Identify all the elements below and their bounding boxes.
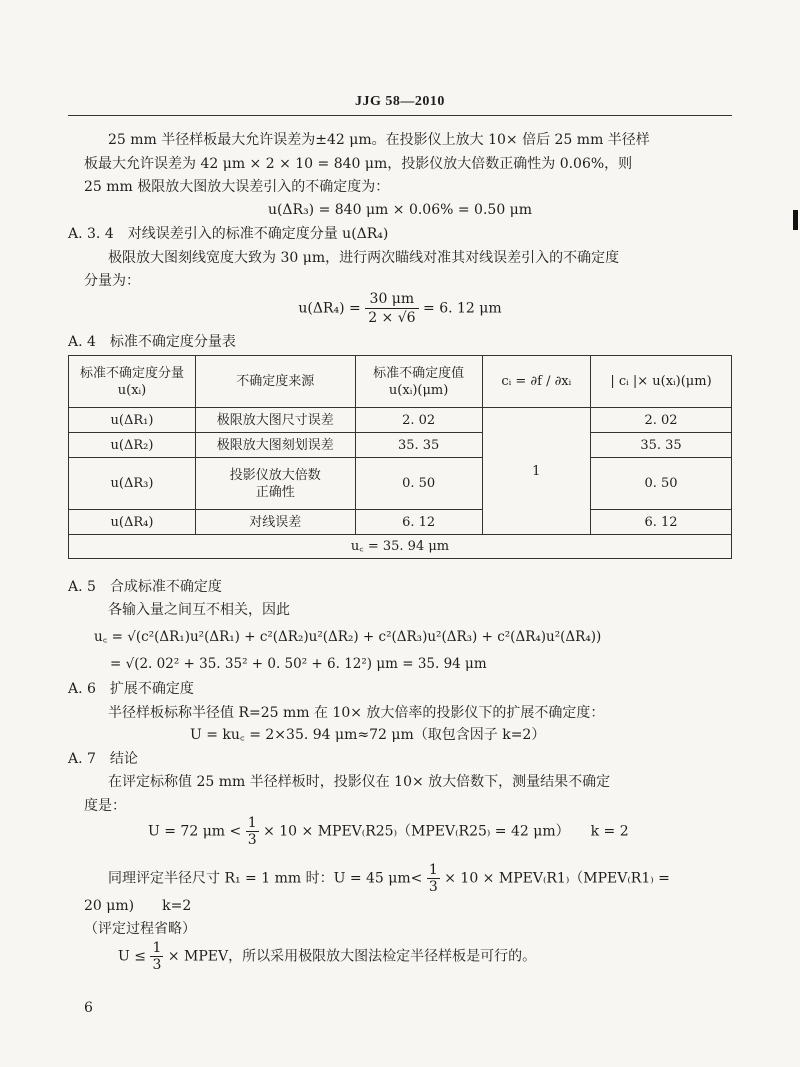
section-heading-a4: A. 4 标准不确定度分量表 — [68, 334, 236, 350]
fraction-denominator: 3 — [428, 879, 438, 895]
table-row — [69, 408, 732, 433]
paragraph-line: 度是： — [84, 798, 126, 814]
table-cell: 35. 35 — [590, 433, 731, 458]
table-cell: u(ΔR₂) — [69, 433, 196, 458]
table-cell: 6. 12 — [590, 510, 731, 535]
fraction-numerator: 1 — [428, 862, 438, 878]
section-heading-a34: A. 3. 4 对线误差引入的标准不确定度分量 u(ΔR₄) — [68, 226, 389, 242]
paragraph-line: 分量为： — [84, 273, 140, 289]
equation-lhs: U = 72 μm < — [148, 823, 242, 840]
header-text: 标准不确定度分量 — [79, 365, 184, 381]
paragraph-line: 25 mm 半径样板最大允许误差为±42 μm。在投影仪上放大 10× 倍后 25 mm 半径样 — [108, 132, 650, 148]
table-header-row — [69, 356, 732, 408]
table-cell: 0. 50 — [355, 458, 482, 510]
header-cell: 不确定度来源 — [196, 356, 356, 408]
fraction-denominator: 3 — [152, 957, 162, 973]
table-footer-row — [69, 535, 732, 559]
equation-rhs: × 10 × MPEV₍R25₎（MPEV₍R25₎ = 42 μm） k = 2 — [263, 823, 629, 840]
table-cell: 极限放大图刻划误差 — [196, 433, 356, 458]
table-cell — [196, 458, 356, 510]
fraction-numerator: 1 — [152, 940, 162, 956]
header-cell: | cᵢ |× u(xᵢ)(μm) — [590, 356, 731, 408]
paragraph-line: 各输入量之间互不相关，因此 — [108, 602, 290, 618]
table-row — [69, 510, 732, 535]
table-cell: u(ΔR₃) — [69, 458, 196, 510]
section-heading-a7: A. 7 结论 — [68, 751, 138, 767]
paragraph-line: 极限放大图刻线宽度大致为 30 μm，进行两次瞄线对准其对线误差引入的不确定度 — [108, 250, 620, 266]
standard-code-header: JJG 58—2010 — [355, 94, 445, 109]
text-segment: × 10 × MPEV₍R1₎（MPEV₍R1₎ = — [444, 870, 670, 887]
equation-uc-line2: = √(2. 02² + 35. 35² + 0. 50² + 6. 12²) μm = 35. 94 μm — [110, 656, 487, 672]
paragraph-line: 在评定标称值 25 mm 半径样板时，投影仪在 10× 放大倍数下，测量结果不确定 — [108, 774, 611, 790]
paragraph-line: 板最大允许误差为 42 μm × 2 × 10 = 840 μm，投影仪放大倍数正确性为 0.06%，则 — [84, 156, 633, 172]
table-cell: u(ΔR₄) — [69, 510, 196, 535]
table-cell: 35. 35 — [355, 433, 482, 458]
equation-u-dr4 — [0, 290, 800, 327]
table-row — [69, 458, 732, 510]
equation-uc-line1: u꜀ = √(c²(ΔR₁)u²(ΔR₁) + c²(ΔR₂)u²(ΔR₂) + c²(ΔR₃)u²(ΔR₃) + c²(ΔR₄)u²(ΔR₄)) — [94, 629, 602, 645]
combined-uncertainty-cell: u꜀ = 35. 94 μm — [69, 535, 732, 559]
paragraph-line: （评定过程省略） — [84, 921, 196, 937]
fraction — [427, 862, 440, 895]
header-text: u(xᵢ)(μm) — [388, 382, 449, 398]
uncertainty-components-table — [68, 355, 732, 559]
equation-conclusion-r25 — [148, 815, 629, 848]
fraction-numerator: 30 μm — [365, 290, 418, 309]
header-rule — [68, 115, 732, 116]
paragraph-line-r1 — [108, 862, 670, 895]
page-number: 6 — [84, 1000, 93, 1016]
cell-text: 正确性 — [255, 484, 295, 500]
equation-u-dr3: u(ΔR₃) = 840 μm × 0.06% = 0.50 μm — [267, 202, 533, 218]
header-cell — [69, 356, 196, 408]
fraction-denominator: 3 — [247, 832, 257, 848]
table-cell: 0. 50 — [590, 458, 731, 510]
equation-rhs: × MPEV，所以采用极限放大图法检定半径样板是可行的。 — [167, 948, 537, 965]
equation-rhs: = 6. 12 μm — [423, 300, 502, 317]
fraction — [150, 940, 163, 973]
fraction — [246, 815, 259, 848]
section-heading-a5: A. 5 合成标准不确定度 — [68, 579, 222, 595]
header-cell — [355, 356, 482, 408]
fraction-denominator: 2 × √6 — [368, 310, 416, 326]
fraction — [365, 290, 418, 327]
table-cell: 2. 02 — [590, 408, 731, 433]
table-row — [69, 433, 732, 458]
table-cell: 极限放大图尺寸误差 — [196, 408, 356, 433]
equation-lhs: u(ΔR₄) = — [298, 300, 361, 317]
table-cell: 对线误差 — [196, 510, 356, 535]
header-text: 标准不确定度值 — [373, 365, 465, 381]
text-segment: 同理评定半径尺寸 R₁ = 1 mm 时：U = 45 μm< — [108, 870, 423, 887]
table-cell-ci: 1 — [482, 408, 590, 535]
section-heading-a6: A. 6 扩展不确定度 — [68, 681, 194, 697]
paragraph-line: 半径样板标称半径值 R=25 mm 在 10× 放大倍率的投影仪下的扩展不确定度： — [108, 705, 605, 721]
table-cell: u(ΔR₁) — [69, 408, 196, 433]
table-cell: 2. 02 — [355, 408, 482, 433]
paragraph-line: 20 μm) k=2 — [84, 898, 192, 914]
table-cell: 6. 12 — [355, 510, 482, 535]
cell-text: 投影仪放大倍数 — [229, 467, 321, 483]
header-cell: cᵢ = ∂f / ∂xᵢ — [482, 356, 590, 408]
equation-final-conclusion — [118, 940, 536, 973]
fraction-numerator: 1 — [247, 815, 257, 831]
header-text: u(xᵢ) — [117, 382, 147, 398]
paragraph-line: 25 mm 极限放大图放大误差引入的不确定度为： — [84, 179, 390, 195]
equation-expanded-uncertainty: U = ku꜀ = 2×35. 94 μm≈72 μm（取包含因子 k=2） — [190, 727, 546, 743]
equation-lhs: U ≤ — [118, 948, 146, 965]
